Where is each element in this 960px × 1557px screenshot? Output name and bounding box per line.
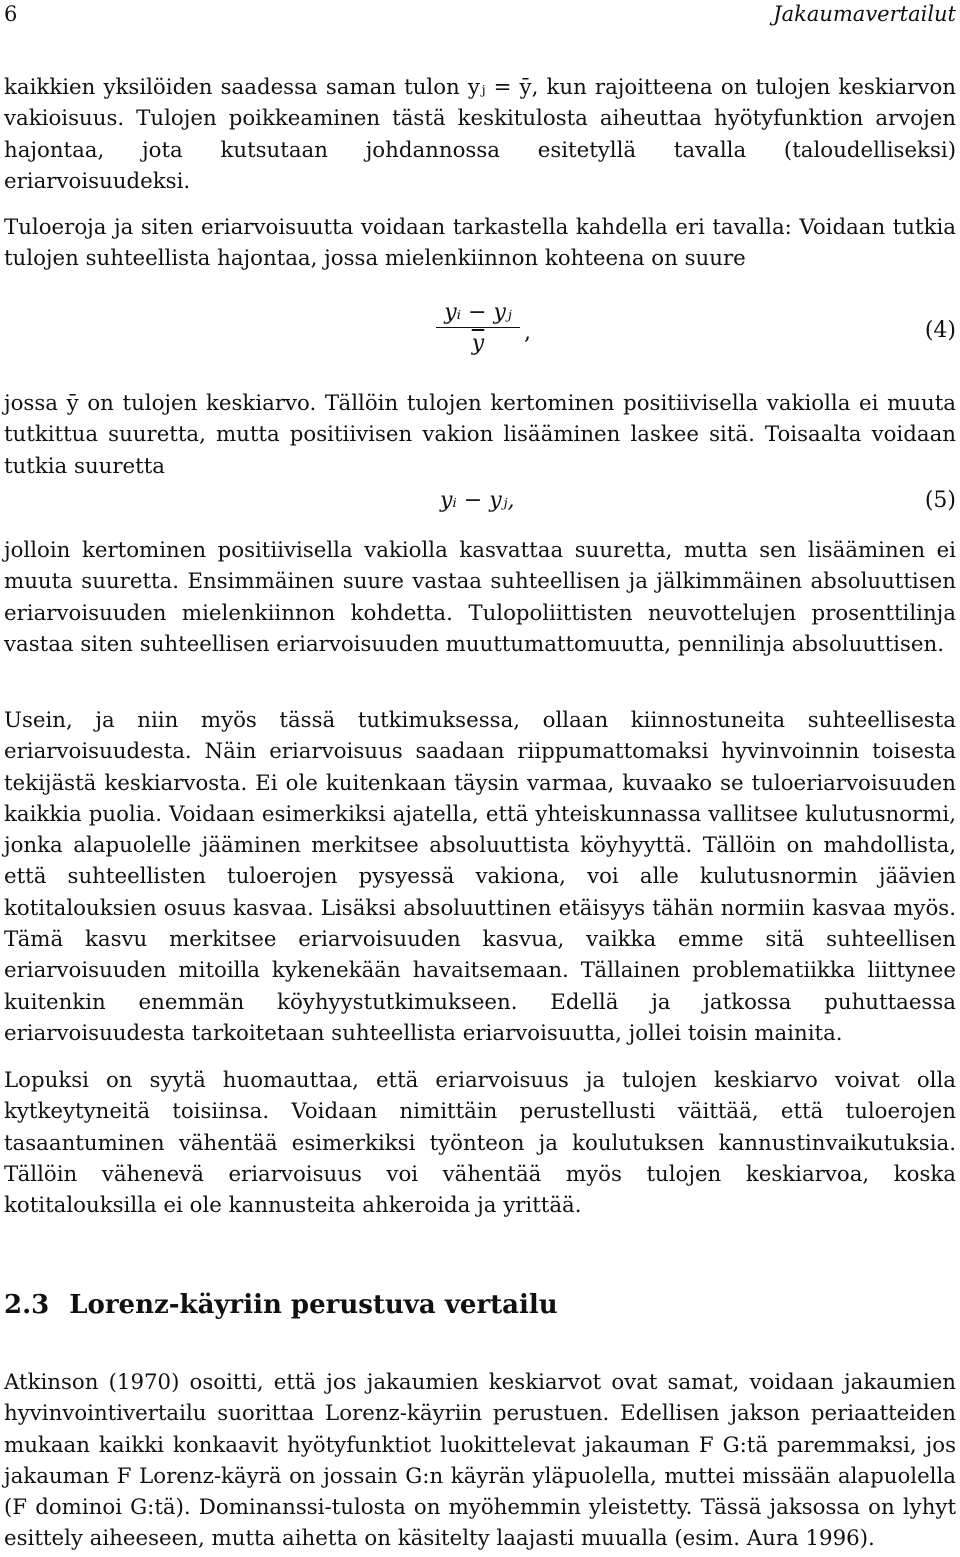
equation-4-comma: , — [524, 320, 531, 345]
paragraph-coupling: Lopuksi on syytä huomauttaa, että eriarvoisuus ja tulojen keskiarvo voivat olla kytkeytyneitä toisiinsa. Voidaan nimittäin perustellusti väittää, että tuloerojen tasaantuminen vähentää esimerkiksi työnteon ja koulutuksen kannustinvaikutuksia. Tällöin vähenevä eriarvoisuus voi vähentää myös tulojen keskiarvoa, koska kotitalouksilla ei ole kannusteita ahkeroida ja yrittää. — [4, 1068, 956, 1219]
equation-4 — [4, 300, 956, 366]
paragraph-mean-note: jossa ȳ on tulojen keskiarvo. Tällöin tulojen kertominen positiivisella vakiolla ei muuta tutkittua suuretta, mutta positiivisen vakion lisääminen laskee sitä. Toisaalta voidaan tutkia suuretta — [4, 391, 956, 479]
section-number: 2.3 — [4, 1290, 50, 1320]
equation-4-fraction — [436, 300, 520, 356]
equation-4-numerator: yᵢ − yⱼ — [436, 300, 520, 328]
equation-4-denominator: y — [471, 331, 485, 356]
page-number: 6 — [4, 2, 18, 26]
equation-5-expression: yᵢ − yⱼ, — [440, 488, 515, 513]
paragraph-relative-spread: Tuloeroja ja siten eriarvoisuutta voidaan tarkastella kahdella eri tavalla: Voidaan tutkia tulojen suhteellista hajontaa, jossa mielenkiinnon kohteena on suure — [4, 215, 956, 272]
paragraph-intro: kaikkien yksilöiden saadessa saman tulon yⱼ = ȳ, kun rajoitteena on tulojen keskiarvon vakioisuus. Tulojen poikkeaminen tästä keskitulosta aiheuttaa hyötyfunktion arvojen hajontaa, jota kutsutaan johdannossa esitetyllä tavalla (taloudelliseksi) eriarvoisuudeksi. — [4, 75, 956, 194]
running-title: Jakaumavertailut — [773, 2, 956, 26]
equation-4-number: (4) — [924, 318, 956, 343]
equation-5-number: (5) — [924, 488, 956, 513]
section-title: Lorenz-käyriin perustuva vertailu — [69, 1290, 558, 1320]
section-heading — [4, 1290, 558, 1320]
paragraph-absolute-spread: jolloin kertominen positiivisella vakiolla kasvattaa suuretta, mutta sen lisääminen ei muuta suuretta. Ensimmäinen suure vastaa suhteellisen ja jälkimmäinen absoluuttisen eriarvoisuuden mielenkiinnon kohdetta. Tulopoliittisten neuvottelujen prosenttilinja vastaa siten suhteellisen eriarvoisuuden muuttumattomuutta, pennilinja absoluuttisen. — [4, 538, 956, 657]
page-header — [4, 2, 956, 30]
equation-5 — [4, 488, 956, 520]
paragraph-atkinson: Atkinson (1970) osoitti, että jos jakaumien keskiarvot ovat samat, voidaan jakaumien hyvinvointivertailu suorittaa Lorenz-käyriin perustuen. Edellisen jakson periaatteiden mukaan kaikki konkaavit hyötyfunktiot luokittelevat jakauman F G:tä paremmaksi, jos jakauman F Lorenz-käyrä on jossain G:n käyrän yläpuolella, muttei missään alapuolella (F dominoi G:tä). Dominanssi-tulosta on myöhemmin yleistetty. Tässä jaksossa on lyhyt esittely aiheeseen, mutta aihetta on käsitelty laajasti muualla (esim. Aura 1996). — [4, 1370, 956, 1552]
paragraph-relative-focus: Usein, ja niin myös tässä tutkimuksessa, ollaan kiinnostuneita suhteellisesta eriarvoisuudesta. Näin eriarvoisuus saadaan riippumattomaksi hyvinvoinnin toisesta tekijästä keskiarvosta. Ei ole kuitenkaan täysin varmaa, kuvaako se tuloeriarvoisuuden kaikkia puolia. Voidaan esimerkiksi ajatella, että yhteiskunnassa vallitsee kulutusnormi, jonka alapuolelle jääminen merkitsee absoluuttista köyhyyttä. Tällöin on mahdollista, että suhteellisten tuloerojen pysyessä vakiona, voi alle kulutusnormin jäävien kotitalouksien osuus kasvaa. Lisäksi absoluuttinen etäisyys tähän normiin kasvaa myös. Tämä kasvu merkitsee eriarvoisuuden kasvua, vaikka emme sitä suhteellisen eriarvoisuuden mitoilla kykenekään havaitsemaan. Tällainen problematiikka liittynee kuitenkin enemmän köyhyystutkimukseen. Edellä ja jatkossa puhuttaessa eriarvoisuudesta tarkoitetaan suhteellista eriarvoisuutta, jollei toisin mainita. — [4, 708, 956, 1046]
